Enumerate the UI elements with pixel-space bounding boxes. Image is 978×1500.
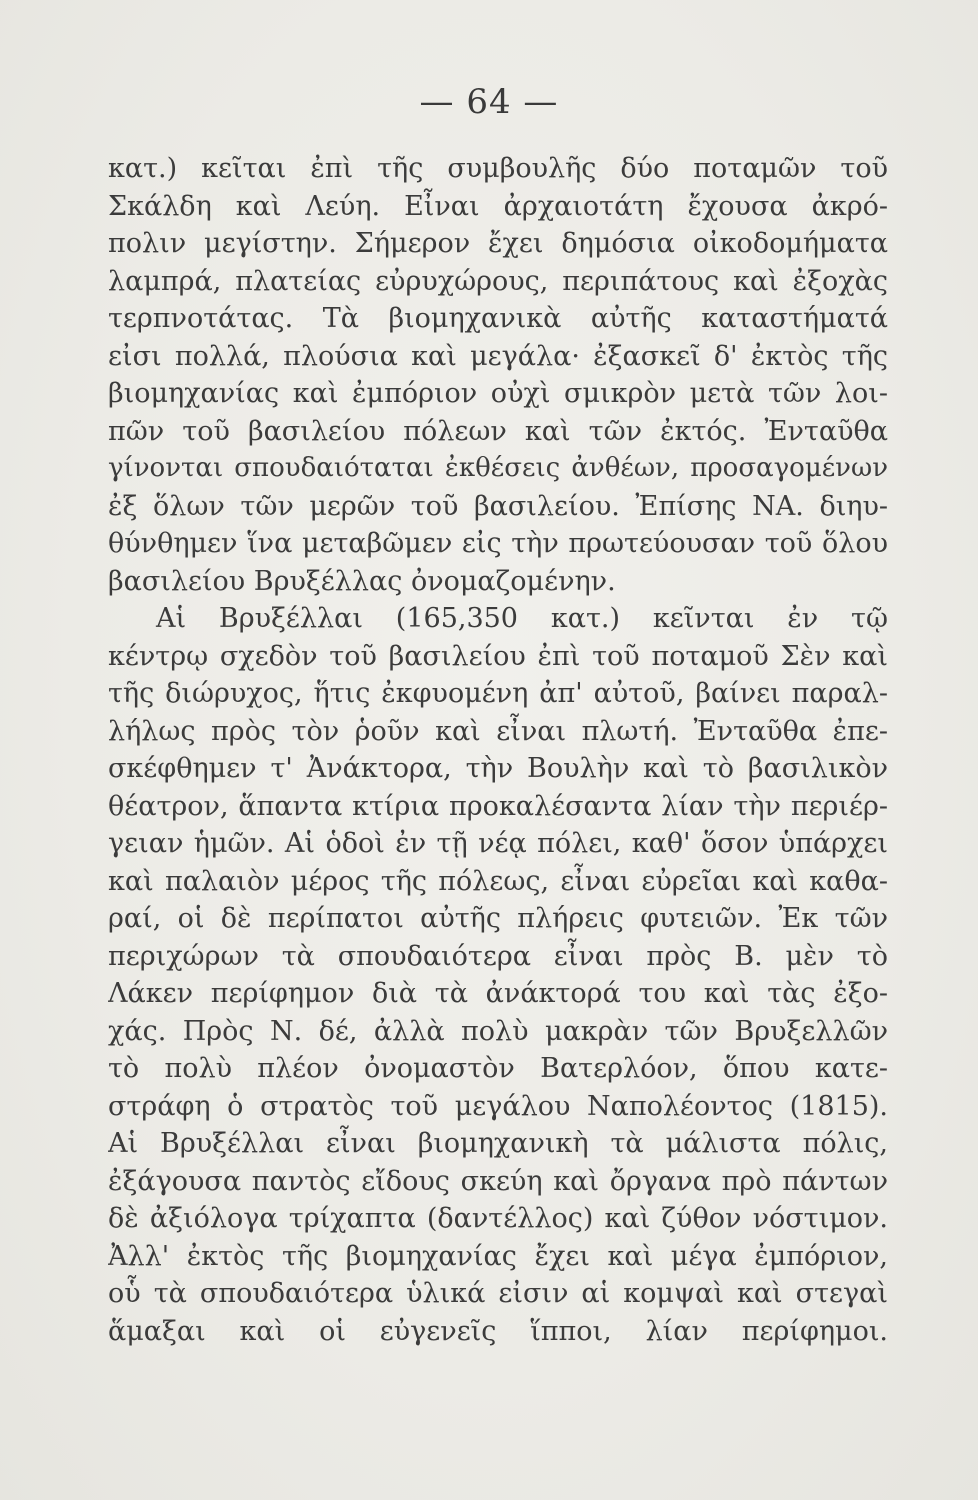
text-line: Ἀλλ' ἐκτὸς τῆς βιομηχανίας ἔχει καὶ μέγα ἐμπόριον,: [108, 1240, 888, 1272]
text-line: εἰσι πολλά, πλούσια καὶ μεγάλα· ἐξασκεῖ δ' ἐκτὸς τῆς: [108, 340, 888, 372]
text-line: Λάκεν περίφημον διὰ τὰ ἀνάκτορά του καὶ τὰς ἐξο-: [108, 978, 888, 1009]
text-line: σκέφθημεν τ' Ἀνάκτορα, τὴν Βουλὴν καὶ τὸ βασιλικὸν: [108, 753, 888, 784]
text-line: κέντρῳ σχεδὸν τοῦ βασιλείου ἐπὶ τοῦ ποταμοῦ Σὲν καὶ: [108, 640, 888, 672]
text-line: γειαν ἡμῶν. Αἱ ὁδοὶ ἐν τῇ νέᾳ πόλει, καθ' ὅσον ὑπάρχει: [108, 828, 888, 859]
text-line: χάς. Πρὸς Ν. δέ, ἀλλὰ πολὺ μακρὰν τῶν Βρυξελλῶν: [108, 1015, 888, 1047]
text-line: θέατρον, ἅπαντα κτίρια προκαλέσαντα λίαν τὴν περιέρ-: [108, 790, 888, 822]
text-line: καὶ παλαιὸν μέρος τῆς πόλεως, εἶναι εὐρεῖαι καὶ καθα-: [108, 865, 888, 897]
text-line: βασιλείου Βρυξέλλας ὀνομαζομένην.: [108, 565, 616, 597]
paragraph-start-line: Αἱ Βρυξέλλαι (165,350 κατ.) κεῖνται ἐν τῷ: [156, 603, 888, 634]
text-line: περιχώρων τὰ σπουδαιότερα εἶναι πρὸς Β. μὲν τὸ: [108, 940, 888, 972]
text-line: βιομηχανίας καὶ ἐμπόριον οὐχὶ σμικρὸν μετὰ τῶν λοι-: [108, 378, 888, 409]
text-line: τερπνοτάτας. Τὰ βιομηχανικὰ αὐτῆς καταστήματά: [108, 303, 888, 334]
text-line: τῆς διώρυχος, ἥτις ἐκφυομένη ἀπ' αὐτοῦ, βαίνει παραλ-: [108, 678, 888, 709]
text-line: στράφη ὁ στρατὸς τοῦ μεγάλου Ναπολέοντος (1815).: [108, 1090, 888, 1122]
text-line: οὗ τὰ σπουδαιότερα ὑλικά εἰσιν αἱ κομψαὶ καὶ στεγαὶ: [108, 1278, 888, 1309]
text-line: Αἱ Βρυξέλλαι εἶναι βιομηχανικὴ τὰ μάλιστα πόλις,: [108, 1128, 888, 1159]
text-line: ἅμαξαι καὶ οἱ εὐγενεῖς ἵπποι, λίαν περίφημοι.: [108, 1315, 888, 1347]
text-line: ραί, οἱ δὲ περίπατοι αὐτῆς πλήρεις φυτειῶν. Ἐκ τῶν: [108, 903, 888, 934]
text-line: κατ.) κεῖται ἐπὶ τῆς συμβουλῆς δύο ποταμῶν τοῦ: [108, 153, 888, 184]
text-line: θύνθημεν ἵνα μεταβῶμεν εἰς τὴν πρωτεύουσαν τοῦ ὅλου: [108, 528, 888, 559]
text-line: πῶν τοῦ βασιλείου πόλεων καὶ τῶν ἐκτός. Ἐνταῦθα: [108, 415, 888, 447]
text-line: πολιν μεγίστην. Σήμερον ἔχει δημόσια οἰκοδομήματα: [108, 228, 888, 259]
text-line: ἐξάγουσα παντὸς εἴδους σκεύη καὶ ὄργανα πρὸ πάντων: [108, 1165, 888, 1197]
text-line: Σκάλδη καὶ Λεύη. Εἶναι ἀρχαιοτάτη ἔχουσα ἀκρό-: [108, 190, 888, 222]
text-line: λήλως πρὸς τὸν ῥοῦν καὶ εἶναι πλωτή. Ἐνταῦθα ἐπε-: [108, 715, 888, 747]
text-line: γίνονται σπουδαιόταται ἐκθέσεις ἀνθέων, προσαγομένων: [108, 453, 888, 483]
text-line: τὸ πολὺ πλέον ὀνομαστὸν Βατερλόον, ὅπου κατε-: [108, 1053, 888, 1084]
body-text: [108, 150, 888, 1350]
text-line: ἐξ ὅλων τῶν μερῶν τοῦ βασιλείου. Ἐπίσης ΝΑ. διηυ-: [108, 490, 888, 522]
text-line: δὲ ἀξιόλογα τρίχαπτα (δαντέλλος) καὶ ζύθον νόστιμον.: [108, 1203, 888, 1234]
page-number: — 64 —: [419, 82, 559, 122]
text-line: λαμπρά, πλατείας εὐρυχώρους, περιπάτους καὶ ἐξοχὰς: [108, 265, 888, 297]
